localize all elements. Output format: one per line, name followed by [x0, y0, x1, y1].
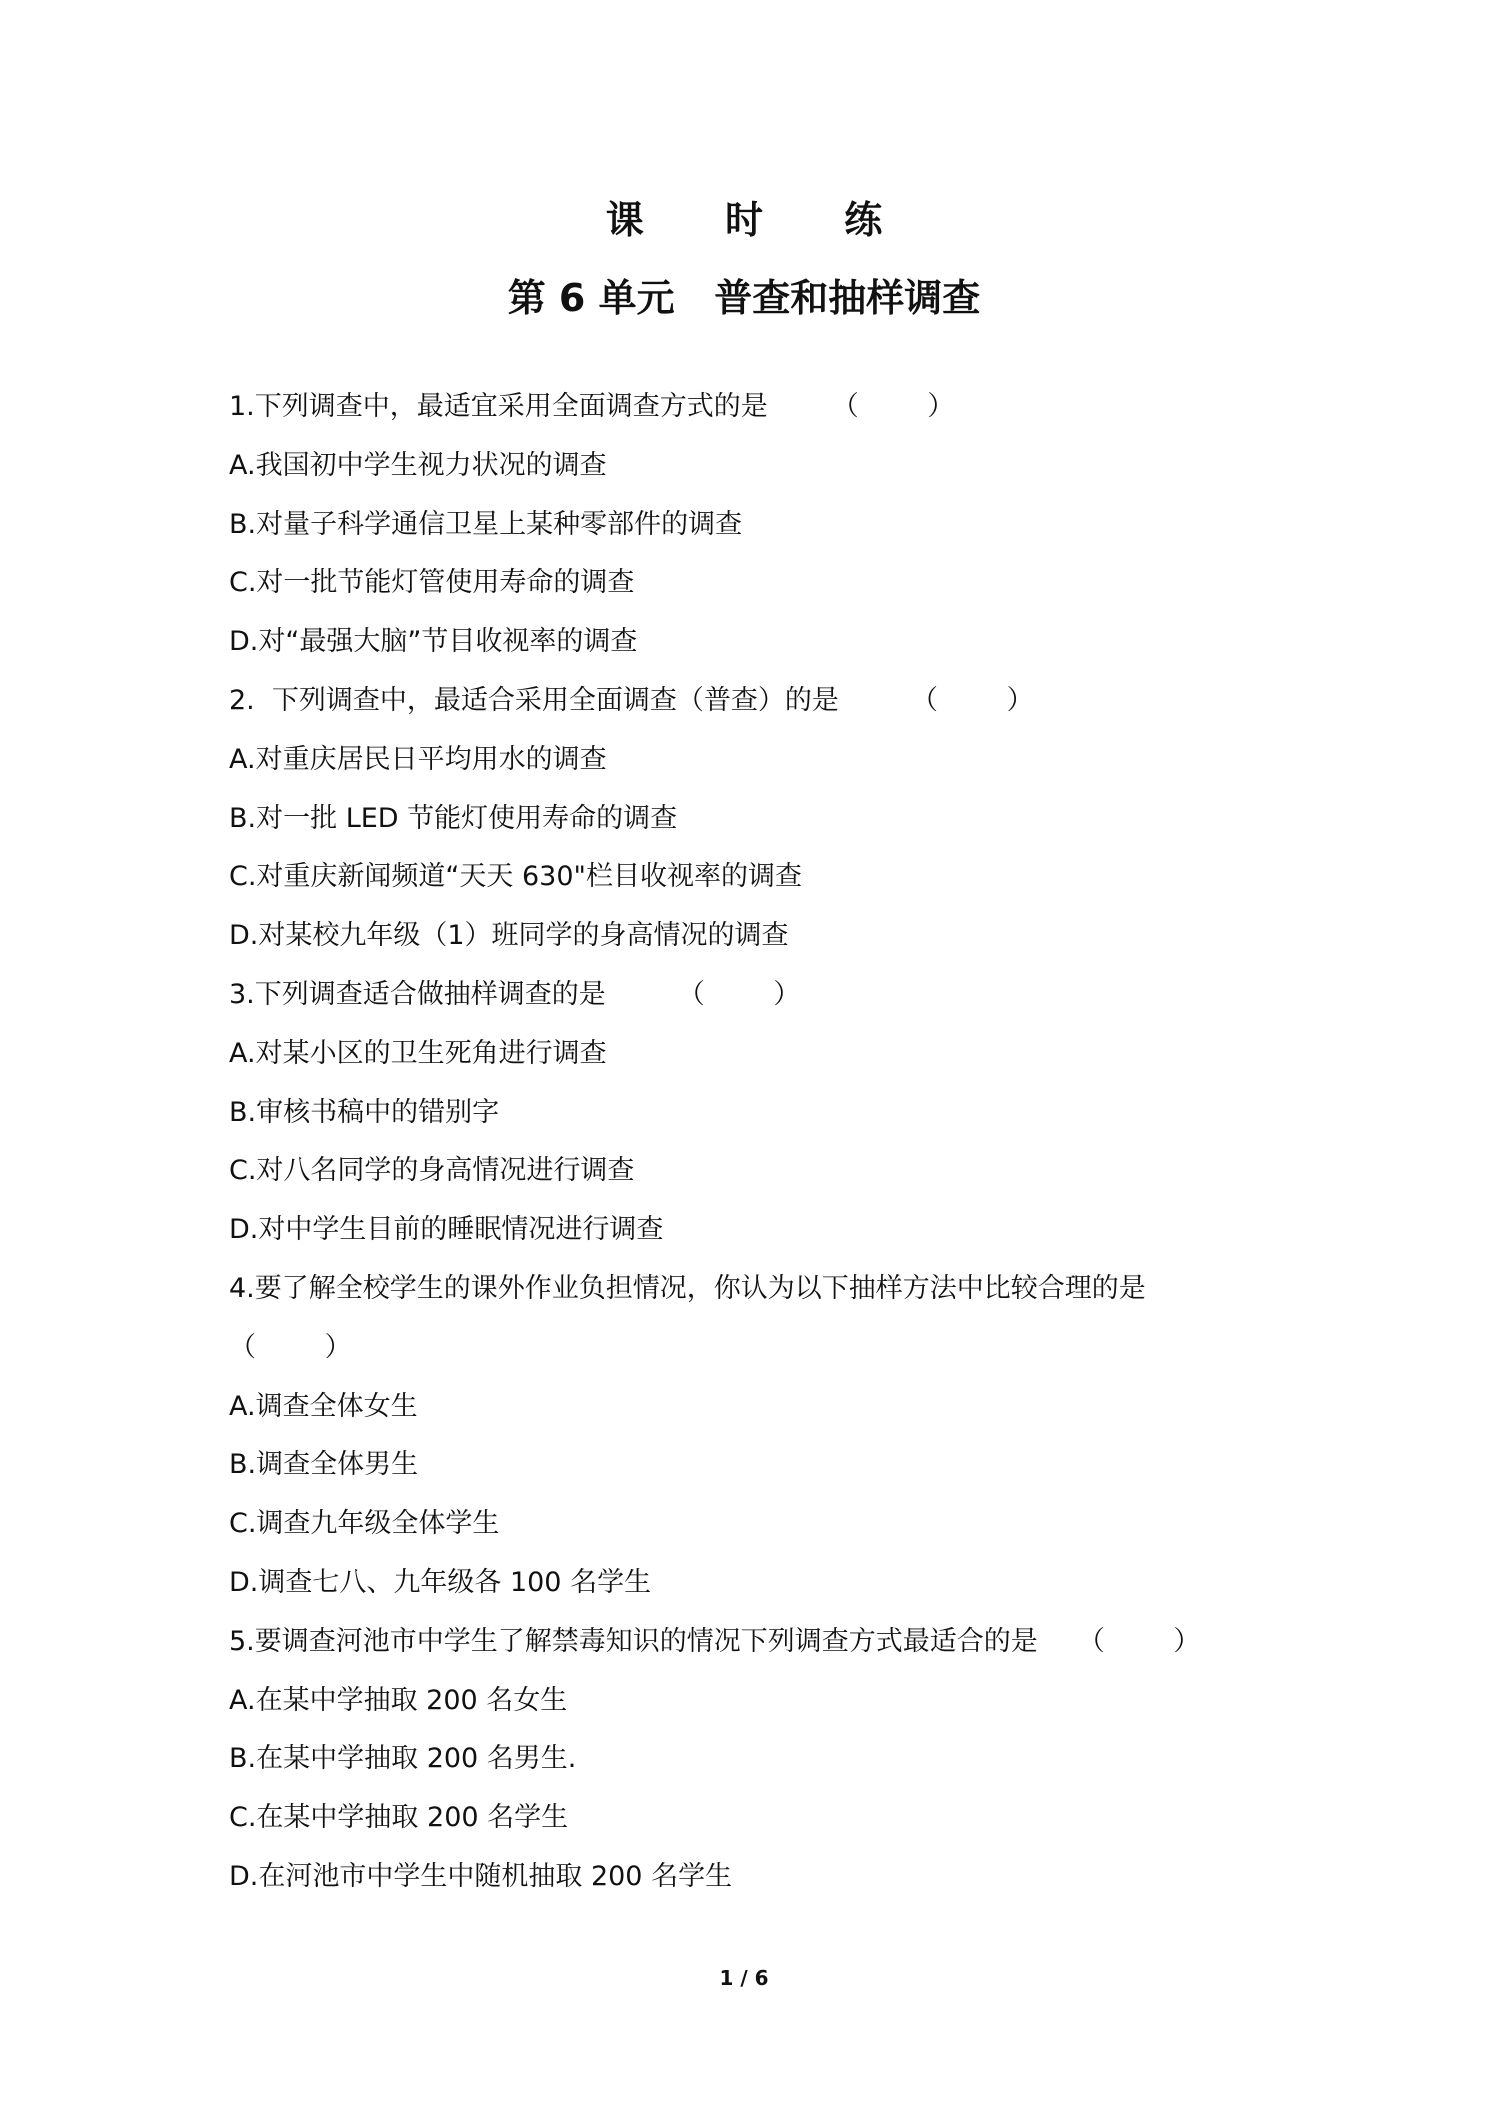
answer-parenthesis: （ ） [229, 1331, 352, 1363]
page-title: 课 时 练 [605, 198, 917, 242]
option-b: B.审核书稿中的错别字 [229, 1096, 500, 1128]
question-text: 5.要调查河池市中学生了解禁毒知识的情况下列调查方式最适合的是 [229, 1625, 1038, 1657]
option-d: D.对某校九年级（1）班同学的身高情况的调查 [229, 920, 789, 952]
option-b: B.对一批 LED 节能灯使用寿命的调查 [229, 802, 678, 834]
option-c: C.调查九年级全体学生 [229, 1508, 500, 1540]
option-a: A.对某小区的卫生死角进行调查 [229, 1037, 607, 1069]
option-a: A.在某中学抽取 200 名女生 [229, 1684, 568, 1716]
question-text: 2. 下列调查中，最适合采用全面调查（普查）的是 [229, 684, 839, 716]
option-d: D.调查七八、九年级各 100 名学生 [229, 1566, 652, 1598]
answer-parenthesis: （ ） [677, 978, 801, 1010]
question-stem [229, 1260, 1309, 1378]
question-text: 3.下列调查适合做抽样调查的是 [229, 978, 606, 1010]
answer-parenthesis: （ ） [1077, 1625, 1201, 1657]
answer-parenthesis: （ ） [910, 684, 1034, 716]
question-stem [229, 672, 1309, 731]
option-b: B.对量子科学通信卫星上某种零部件的调查 [229, 508, 743, 540]
option-c: C.对一批节能灯管使用寿命的调查 [229, 567, 635, 599]
option-b: B.调查全体男生 [229, 1449, 419, 1481]
option-d: D.对中学生目前的睡眠情况进行调查 [229, 1214, 664, 1246]
question-stem [229, 1613, 1309, 1672]
option-a: A.调查全体女生 [229, 1390, 418, 1422]
option-b: B.在某中学抽取 200 名男生. [229, 1743, 577, 1775]
option-c: C.在某中学抽取 200 名学生 [229, 1802, 569, 1834]
question-text: 4.要了解全校学生的课外作业负担情况，你认为以下抽样方法中比较合理的是 [229, 1272, 1146, 1304]
option-d: D.对“最强大脑”节目收视率的调查 [229, 626, 638, 658]
question-stem [229, 966, 1309, 1025]
unit-subtitle: 第 6 单元 普查和抽样调查 [507, 276, 981, 320]
page-number: 1 / 6 [719, 1966, 769, 1990]
option-a: A.对重庆居民日平均用水的调查 [229, 743, 607, 775]
option-c: C.对八名同学的身高情况进行调查 [229, 1155, 635, 1187]
option-c: C.对重庆新闻频道“天天 630"栏目收视率的调查 [229, 861, 802, 893]
question-stem [229, 378, 1309, 437]
question-text: 1.下列调查中，最适宜采用全面调查方式的是 [229, 391, 768, 422]
answer-parenthesis: （ ） [831, 391, 955, 422]
option-d: D.在河池市中学生中随机抽取 200 名学生 [229, 1860, 733, 1892]
option-a: A.我国初中学生视力状况的调查 [229, 449, 607, 481]
question-list [229, 378, 1309, 1907]
